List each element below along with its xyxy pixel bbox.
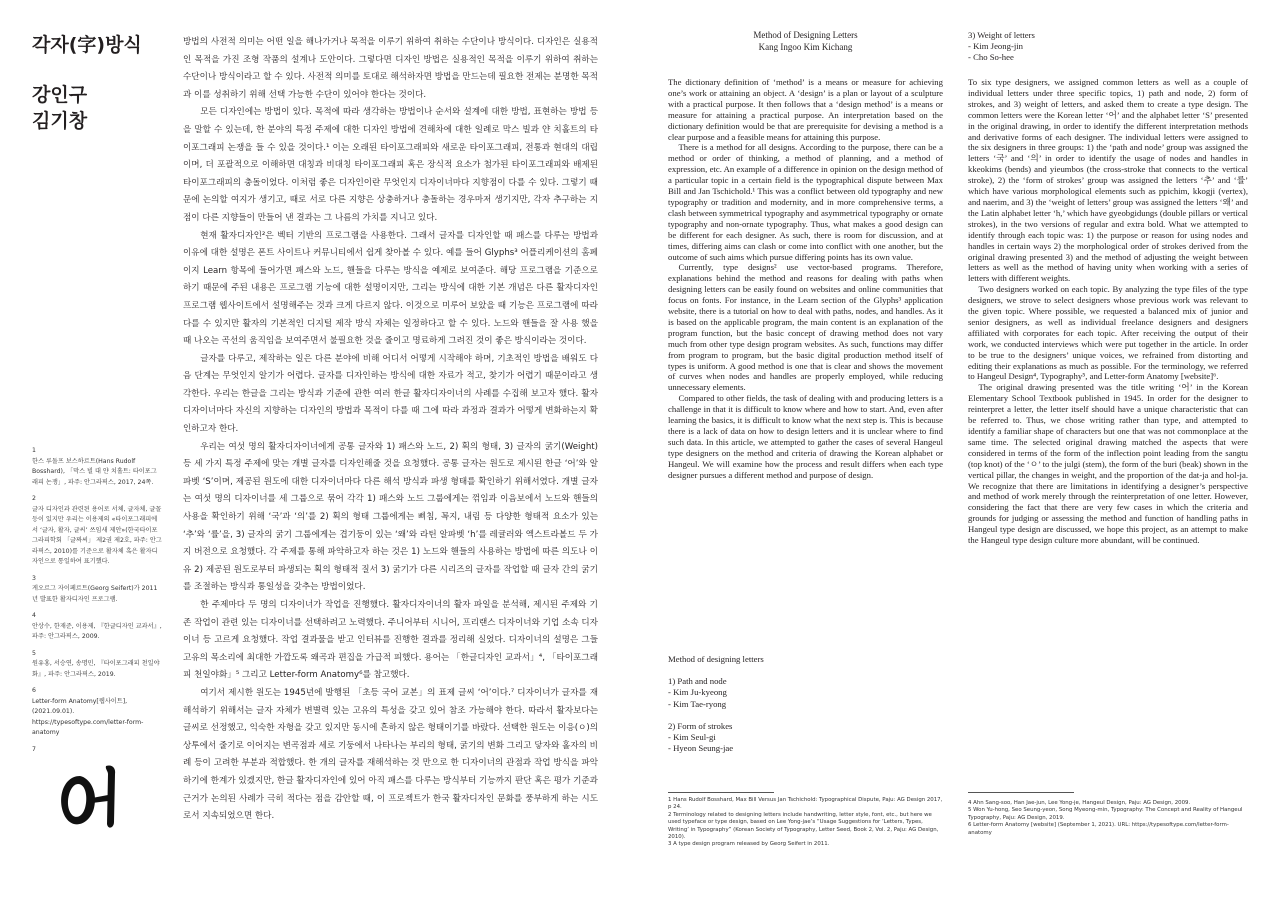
group-member: - Cho So-hee <box>968 52 1014 63</box>
group-title: 1) Path and node <box>668 676 727 687</box>
authors-korean <box>32 82 162 134</box>
sidenote-number: 5 <box>32 649 36 657</box>
paragraph: Currently, type designs² use vector-based programs. Therefore, explanations behind the method and reasons for dealing with paths when designing letters can be easily found on websites and online communities that focus on fonts. For instance, in the Learn section of the Glyphs³ application website, there is a tutorial on how to deal with paths, nodes, and handles. As it is based on the applicable program, the main content is an explanation of the program function, but the basic concept of drawing method does not vary much from other type design program websites. As such, functions may differ from program to program, but the basic digital production method itself of types is uniform. A good method is one that is clear and shows the movement of curves when nodes and handles are properly employed, while reducing unnecessary elements. <box>668 262 943 393</box>
english-authors: Kang Ingoo Kim Kichang <box>758 42 853 52</box>
sidenote-text: 안상수, 한재준, 이용제, 『한글디자인 교과서』, 파주: 안그라픽스, 2009. <box>32 622 162 640</box>
group-member: - Kim Seul-gi <box>668 732 716 743</box>
paragraph: Compared to other fields, the task of dealing with and producing letters is a challenge in that it is difficult to know where and how to start. And, even after learning the basics, it is difficult to know what the next step is. This is because there is a lack of data on how to design letters and it is unclear where to find such data. In this article, we attempted to gather the cases of several Hangeul type designers on the method and criteria of drawing the Korean alphabet or Hangeul. We will examine how the process and result differs when each type designer pursues a different method and purpose of design. <box>668 393 943 480</box>
footnotes-english-right <box>968 800 1248 837</box>
sidenote-number: 7 <box>32 745 36 753</box>
body-text-korean <box>183 34 598 826</box>
sidenote-number: 2 <box>32 495 36 502</box>
sidenote-text: 게오르그 자이페르트(Georg Seifert)가 2011년 발표한 활자디자인 프로그램. <box>32 585 158 603</box>
sidenote-text: 글자 디자인과 관련된 용어로 서체, 글자체, 글꼴 등이 있지만 우리는 이용제의 «타이포그래피에서 ‘글자, 활자, 글씨’ 쓰임새 제안»(한국타이포그라피학회 「글짜씨」 제2권 제2호, 파주: 안그라픽스, 2010)를 기준으로 활자체 혹은 활자디자인으로 통일하여 표기했다. <box>32 505 162 565</box>
sidenote-text: 원유홍, 서승연, 송명민, 『타이포그래피 천일야화』, 파주: 안그라픽스, 2019. <box>32 660 160 678</box>
paragraph: 모든 디자인에는 방법이 있다. 목적에 따라 생각하는 방법이나 순서와 설계에 대한 방법, 표현하는 방법 등을 말할 수 있는데, 한 분야의 특정 주제에 대한 디자인 방법에 견해차에 대한 일례로 막스 빌과 얀 치홀트의 타이포그래피 논쟁을 들 수 있을 것이다.¹ 이는 오래된 타이포그래피와 새로운 타이포그래피, 전통과 현대의 대립이며, 더 포괄적으로 이해하면 대칭과 비대칭 타이포그래피 혹은 장식적 요소가 첨가된 타이포그래피와 배제된 타이포그래피의 충돌이었다. 이처럼 좋은 디자인이란 무엇인지 디자이너마다 지향점이 다를 수 있다. 그렇기 때문에 논의할 여지가 생기고, 때로 서로 다른 지향은 상충하거나 충돌하는 경우마저 생기지만, 각자 추구하는 지점이 다른 지향들이 만들어 낸 결과는 그 나름의 가치를 지니고 있다. <box>183 107 598 223</box>
paragraph: The original drawing presented was the title writing ‘어’ in the Korean Elementary School Textbook published in 1945. In order for the designer to reinterpret a letter, the letter itself should have a unique characteristic that can be referred to. Thus, we chose writing rather than type, and attempted to identify a familiar shape of characters but one that was not commonplace at the same time. The selected original drawing matched the aspects that were considered in terms of the form of the inflection point leading from the sangtu (top knot) of the ‘ㅇ’ to the julgi (stem), the form of the buri (beak) shown in the vertical pillar, the changes in weight, and the proportion of the dat-ja and hol-ja. We recognize that there are limitations in identifying a designer’s perspective and method of work merely through the reinterpretation of one letter. However, considering the fact that there are very few cases in which the criteria and grounds for judging or assessing the method and function of handling paths in Hangeul type design are discussed, we hope this project, as an attempt to make the Hangeul type design culture more abundant, will be continued. <box>968 382 1248 546</box>
footnote: 6 Letter-form Anatomy [website] (September 1, 2021). URL: https://typesoftype.com/letter-form-anatomy <box>968 822 1229 836</box>
footnote: 5 Won Yu-hong, Seo Seung-yeon, Song Myeong-min, Typography: The Concept and Reality of Hangeul Typography, Paju: AG Design, 2019. <box>968 807 1243 821</box>
group-title: 3) Weight of letters <box>968 30 1035 40</box>
body-text-english-right <box>968 77 1248 546</box>
body-text-english-left <box>668 77 943 481</box>
footnote: 1 Hans Rudolf Bosshard, Max Bill Versus Jan Tschichold: Typographical Dispute, Paju: AG Design 2017, p 24. <box>668 797 943 811</box>
english-heading <box>668 29 943 53</box>
paragraph: There is a method for all designs. According to the purpose, there can be a method or order of thinking, a method of planning, and a method of expression, etc. An example of a difference in opinion on the design method of a particular topic in a certain field is the typographical dispute between Max Bill and Jan Tschichold.¹ This was a conflict between old typography and new typography or tradition and modernity, and in more comprehensive terms, a clash between symmetrical typography and asymmetrical typography or ornate typography and non-ornate typography. Thus, what makes a good design can be different for each designer. As such, there is room for discussion, and at times, differing aims can clash or come into conflict with one another, but the outcome of such aims which pursue differing points has its own value. <box>668 142 943 262</box>
sidenote-text: Letter-form Anatomy[웹사이트], (2021.09.01). https://typesoftype.com/letter-form-anatomy <box>32 697 144 736</box>
paragraph: 현재 활자디자인²은 벡터 기반의 프로그램을 사용한다. 그래서 글자를 디자인할 때 패스를 다루는 방법과 이유에 대한 설명은 폰트 사이트나 커뮤니티에서 쉽게 찾아볼 수 있다. 예를 들어 Glyphs³ 어플리케이션의 홈페이지 Learn 항목에 들어가면 패스와 노드, 핸들을 다루는 방식을 예제로 보여준다. 해당 프로그램을 기준으로 하기 때문에 주된 내용은 프로그램 기능에 대한 설명이지만, 그리는 방식에 대한 기본 개념은 다른 활자디자인 프로그램 웹사이트에서 설명해주는 것과 크게 다르지 않다. 이것으로 미루어 보았을 때 기능은 프로그램에 따라 다를 수 있지만 활자의 기본적인 디지털 제작 방식 자체는 일정하다고 할 수 있다. 노드와 핸들을 잘 사용 했을 때 나오는 곡선의 움직임을 보여주면서 불필요한 것을 줄이고 명료하게 그려진 것이 좋은 방식이라는 것이다. <box>183 230 598 347</box>
english-title: Method of Designing Letters <box>753 30 858 40</box>
sidenote-number: 3 <box>32 574 36 582</box>
footnote-rule <box>968 792 1074 793</box>
designer-list-left <box>668 654 943 754</box>
paragraph: 우리는 여섯 명의 활자디자이너에게 공통 글자와 1) 패스와 노드, 2) 획의 형태, 3) 글자의 굵기(Weight) 등 세 가지 특정 주제에 맞는 개별 글자를 디자인해줄 것을 요청했다. 공통 글자는 원도로 제시된 한글 ‘어’와 알파벳 ‘S’이며, 제공된 원도에 대한 디자이너마다 다른 해석 방식과 파생 형태를 확인하기 위해서였다. 개별 글자는 여섯 명의 디자이너를 세 그룹으로 묶어 각각 1) 패스와 노드 그룹에게는 꺾임과 이음보에서 노드와 핸들의 사용을 확인하기 위해 ‘국’과 ‘의’를 2) 획의 형태 그룹에게는 삐침, 꼭지, 내림 등 다양한 형태적 요소가 있는 ‘추’와 ‘률’을, 3) 글자의 굵기 그룹에게는 겹기둥이 있는 ‘왜’와 라틴 알파벳 ‘h’를 레귤러와 엑스트라볼드 두 가지 버전으로 요청했다. 각 주제를 통해 파악하고자 하는 것은 1) 노드와 핸들의 사용하는 방법에 따른 의도나 이유 2) 제공된 원도로부터 파생되는 획의 형태적 질서 3) 굵기가 다른 시리즈의 글자를 작업할 때 글자 간의 굵기를 조절하는 방식과 통일성을 갖추는 방법이었다. <box>183 441 598 593</box>
paragraph: The dictionary definition of ‘method’ is a means or measure for achieving one’s work or attaining an object. A ‘design’ is a plan or layout of a sculpture with a practical purpose. It then follows that a ‘design method’ is a means or measure for attaining a practical purpose. An interpretation based on the dictionary definition would be that are prerequisite for devising a method is a clear purpose and a feasible means for attaining this purpose. <box>668 77 943 142</box>
footnotes-english-left <box>668 797 943 849</box>
page-title-korean: 각자(字)방식 <box>32 34 142 56</box>
sidenote-text: 한스 루돌프 보스하르트(Hans Rudolf Bosshard), 「막스 빌 대 얀 치홀트: 타이포그래피 논쟁」, 파주: 안그라픽스, 2017, 24쪽. <box>32 457 157 486</box>
sidenotes-korean <box>32 444 162 755</box>
footnote: 3 A type design program released by Georg Seifert in 2011. <box>668 841 830 848</box>
designer-list-right <box>968 30 1248 64</box>
sidenote-number: 1 <box>32 447 36 454</box>
list-heading: Method of designing letters <box>668 654 764 664</box>
paragraph: To six type designers, we assigned common letters as well as a couple of individual letters under three specific topics, 1) path and node, 2) form of strokes, and 3) weight of letters, and asked them to create a type design. The common letters were the Korean letter ‘어’ and the alphabet letter ‘S’ presented in the original drawing, in order to identify the different interpretation methods and derivative forms of each designer. The individual letters were assigned to the six designers in three groups: 1) the ‘path and node’ group was assigned the letters ‘국’ and ‘의’ in order to identify the usage of nodes and handles in kkeokims (bends) and yieumbos (the cross-stroke that connects to the vertical stroke), 2) the ‘form of strokes’ group was assigned the letters ‘추’ and ‘률’ which have various morphological elements such as ppichim, kkogji (vertex), and naerim, and 3) the ‘weight of letters’ group was assigned the letters ‘왜’ and the Latin alphabet letter ‘h,’ which have gyeobgidungs (double pillars or vertical strokes), in the two versions of regular and extra bold. What we attempted to identify through each topic was: 1) the purpose or reason for using nodes and handles in certain ways 2) the morphological order of strokes derived from the original drawing presented 3) and the method of adjusting the weight between letters as well as the method of having unity when working with a series of letters with different weights. <box>968 77 1248 284</box>
glyph-ieung-stroke <box>61 776 95 824</box>
paragraph: 글자를 다루고, 제작하는 일은 다른 분야에 비해 어디서 어떻게 시작해야 하며, 기초적인 방법을 배워도 다음 단계는 무엇인지 알기가 어렵다. 글자를 디자인하는 방식에 대한 자료가 적고, 찾기가 어렵기 때문이라고 생각한다. 우리는 한글을 그리는 방식과 기준에 관한 여러 한글 활자디자이너의 사례를 수집해 보고자 했다. 활자디자이너마다 자신의 지향하는 디자인의 방법과 목적이 다를 때 그에 따라 과정과 결과가 어떻게 변화하는지 확인하고자 한다. <box>183 353 598 435</box>
sidenote-number: 6 <box>32 687 36 694</box>
footnote: 2 Terminology related to designing letters include handwriting, letter style, font, etc., but here we used typeface or type design, based on Lee Yong-jae’s “Usage Suggestions for ‘Letters, Types, Writing’ in Typography” (Korean Society of Typography, Letter Seed, Book 2, Vol. 2, Paju: AG Design, 2010). <box>668 811 939 841</box>
footnote: 4 Ahn Sang-soo, Han Jae-jun, Lee Yong-je, Hangeul Design, Paju: AG Design, 2009. <box>968 800 1191 806</box>
sidenote-number: 4 <box>32 612 36 619</box>
paragraph: 한 주제마다 두 명의 디자이너가 작업을 진행했다. 활자디자이너의 활자 파일을 분석해, 제시된 주제와 기존 작업이 관련 있는 디자이너를 선택하려고 노력했다. 주니어부터 시니어, 프리랜스 디자이너와 기업 소속 디자이너 등 고르게 요청했다. 작업 결과물을 받고 인터뷰를 진행한 결과를 정리해 실었다. 디자이너의 설명은 그들 고유의 목소리에 최대한 가깝도록 왜곡과 편집을 가급적 피했다. 용어는 「한글디자인 교과서」⁴, 「타이포그래피 천일야화」⁵ 그리고 Letter-form Anatomy⁶를 참고했다. <box>183 600 598 681</box>
group-member: - Kim Tae-ryong <box>668 698 727 709</box>
original-drawing-glyph <box>50 762 140 832</box>
group-title: 2) Form of strokes <box>668 720 733 731</box>
paragraph: 방법의 사전적 의미는 어떤 일을 해나가거나 목적을 이루기 위하여 취하는 수단이나 방식이다. 디자인은 실용적인 목적을 가진 조형 작품의 설계나 도안이다. 그렇다면 디자인 방법은 실용적인 목적을 이루기 위하여 취하는 수단이나 방식이라고 할 수 있다. 사전적 의미를 토대로 해석하자면 방법을 만드는데 필요한 전제는 분명한 목적과 이를 성취하기 위해 선택 가능한 수단이 있어야 한다는 것이다. <box>183 37 598 100</box>
group-member: - Kim Ju-kyeong <box>668 687 727 698</box>
footnote-rule <box>668 792 774 793</box>
author-name: 강인구 <box>32 84 88 106</box>
paragraph: Two designers worked on each topic. By analyzing the type files of the type designers, we strove to select designers whose previous work was relevant to the given topic. Where possible, we requested a balanced mix of junior and senior designers, as well as individual freelance designers and designers affiliated with corporates for each topic. After receiving the output of their work, we conducted interviews which were put together in the article. In order to be true to the designers’ unique voices, we refrained from distorting and editing their explanations as much as possible. For the terminology, we referred to Hangeul Design⁴, Typography⁵, and Letter-form Anatomy [website]⁶. <box>968 284 1248 382</box>
group-member: - Kim Jeong-jin <box>968 41 1024 52</box>
paragraph: 여기서 제시한 원도는 1945년에 발행된 「초등 국어 교본」의 표제 글씨 ‘어’이다.⁷ 디자이너가 글자를 재해석하기 위해서는 글자 자체가 변별력 있는 고유의 특성을 갖고 있어 참조 가능해야 한다. 따라서 활자보다는 글씨로 선정했고, 익숙한 자형을 갖고 있지만 동시에 흔하지 않은 형태이기를 바랐다. 선택한 원도는 이응(ㅇ)의 상투에서 줄기로 이어지는 변곡점과 세로 기둥에서 나타나는 부리의 형태, 굵기의 변화 그리고 닿자와 홀자의 비례 등이 고려한 부분과 적합했다. 한 개의 글자를 재해석하는 것 만으로 한 디자이너의 관점과 작업 방식을 파악하기에 한계가 있겠지만, 한글 활자디자인에 있어 아직 패스를 다루는 방식부터 기능까지 판단 혹은 평가 기준과 근거가 논의된 사례가 극히 적다는 점을 감안할 때, 이 프로젝트가 한국 활자디자인 문화를 풍부하게 하는 시도로서 지속되었으면 한다. <box>183 687 598 822</box>
group-member: - Hyeon Seung-jae <box>668 743 734 754</box>
author-name: 김기창 <box>32 110 88 132</box>
